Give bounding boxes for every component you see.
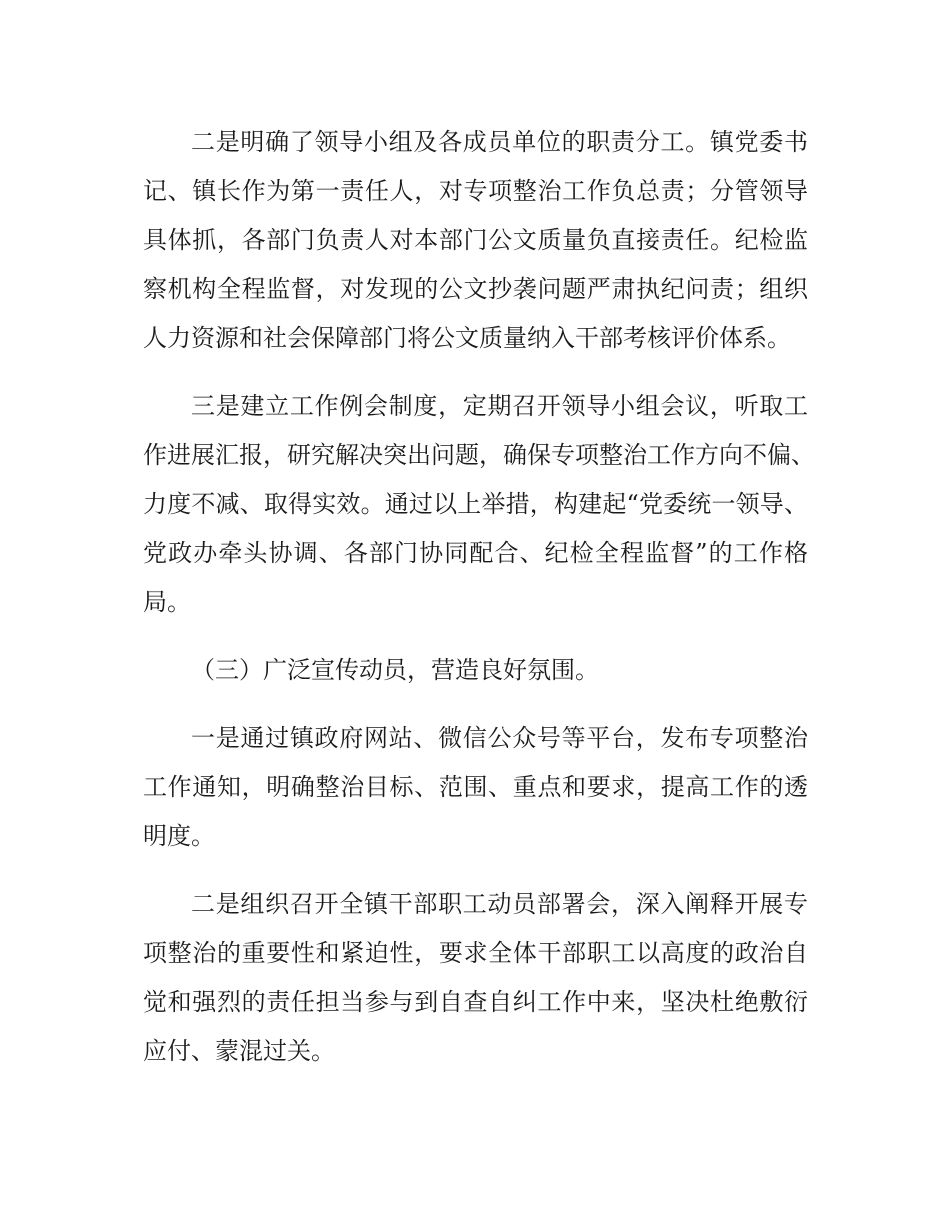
text-line: 具体抓，各部门负责人对本部门公文质量负直接责任。纪检监 [143,226,808,254]
document-page [143,118,815,1095]
paragraph [143,880,808,1076]
text-line: 党政办牵头协调、各部门协同配合、纪检全程监督”的工作格 [143,539,808,567]
text-line: 明度。 [143,822,215,850]
text-line: 二是组织召开全镇干部职工动员部署会，深入阐释开展专 [191,890,808,918]
text-line: 工作通知，明确整治目标、范围、重点和要求，提高工作的透 [143,773,808,801]
text-line: （三）广泛宣传动员，营造良好氛围。 [191,656,599,684]
text-line: 力度不减、取得实效。通过以上举措，构建起“党委统一领导、 [143,490,808,518]
text-line: 人力资源和社会保障部门将公文质量纳入干部考核评价体系。 [143,324,791,352]
text-line: 记、镇长作为第一责任人，对专项整治工作负总责；分管领导 [143,177,808,205]
text-line: 应付、蒙混过关。 [143,1037,335,1065]
text-line: 项整治的重要性和紧迫性，要求全体干部职工以高度的政治自 [143,939,808,967]
section-heading [143,646,808,695]
paragraph [143,714,808,861]
text-line: 察机构全程监督，对发现的公文抄袭问题严肃执纪问责；组织 [143,275,808,303]
text-line: 觉和强烈的责任担当参与到自查自纠工作中来，坚决杜绝敷衍 [143,988,808,1016]
text-line: 三是建立工作例会制度，定期召开领导小组会议，听取工 [191,392,808,420]
text-line: 一是通过镇政府网站、微信公众号等平台，发布专项整治 [191,724,808,752]
text-line: 作进展汇报，研究解决突出问题，确保专项整治工作方向不偏、 [143,441,815,469]
text-line: 二是明确了领导小组及各成员单位的职责分工。镇党委书 [191,128,808,156]
text-line: 局。 [143,588,191,616]
paragraph [143,382,815,627]
paragraph [143,118,808,363]
